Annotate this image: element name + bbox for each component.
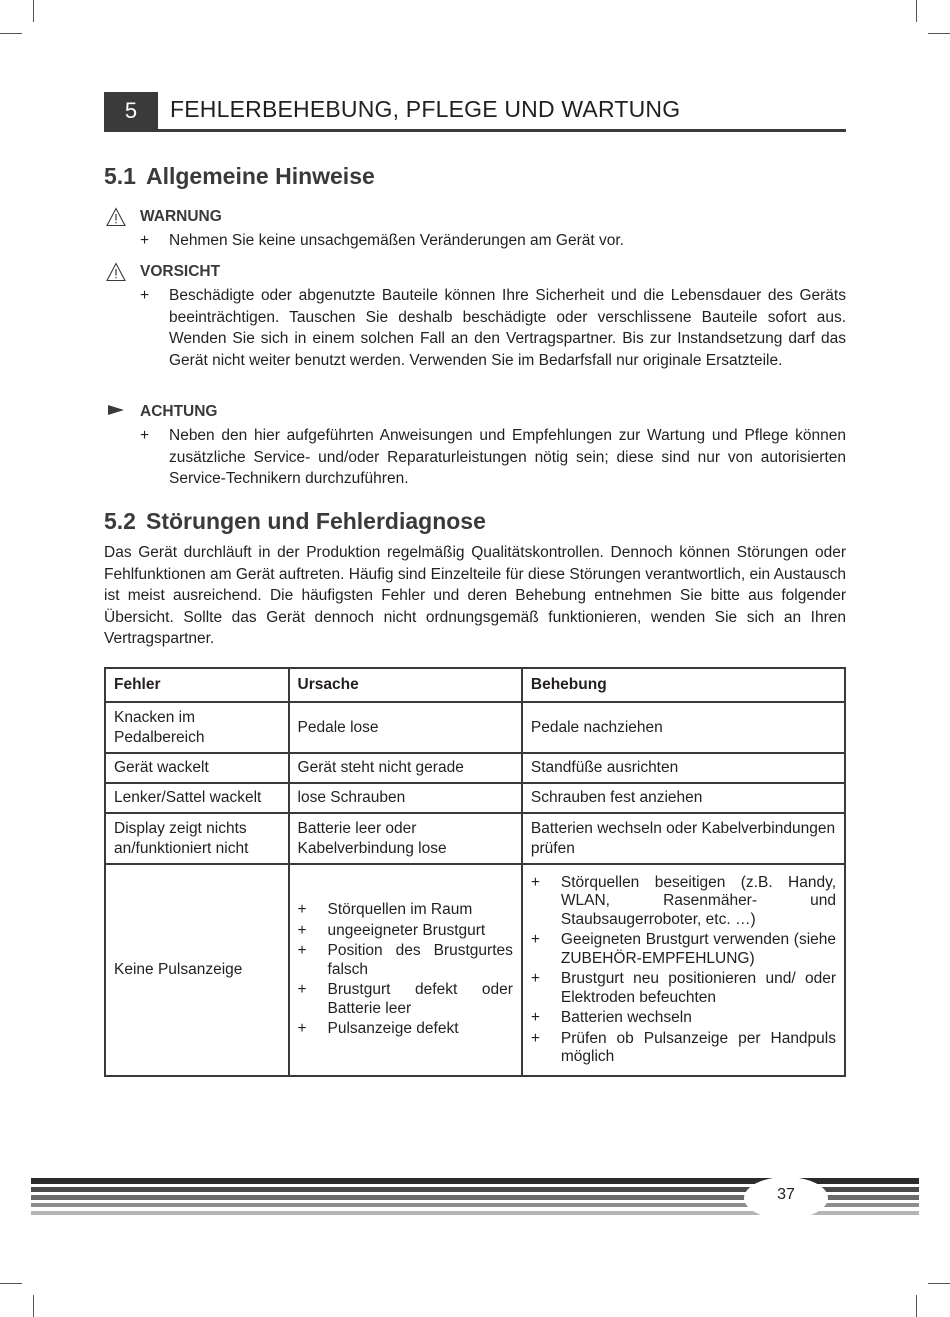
list-item: + Geeigneten Brustgurt verwenden (siehe ZUBEHÖR-EMPFEHLUNG) — [530, 931, 836, 967]
chapter-title: FEHLERBEHEBUNG, PFLEGE UND WARTUNG — [170, 96, 681, 122]
crop-mark — [33, 0, 34, 22]
list-item: + Störquellen beseitigen (z.B. Handy, WLAN, Rasenmäher- und Staubsaugerroboter, etc. …) — [530, 873, 836, 928]
fehler-cell: Gerät wackelt — [105, 753, 289, 783]
crop-mark — [33, 1295, 34, 1317]
list-item: + Störquellen im Raum — [297, 901, 473, 919]
ursache-cell: Pedale lose — [289, 702, 522, 753]
bullet-plus: + — [140, 287, 150, 304]
chapter-header — [104, 92, 846, 132]
section-heading — [104, 508, 486, 535]
crop-mark — [928, 1283, 950, 1284]
bullet-plus: + — [140, 232, 150, 249]
behebung-cell: Schrauben fest anziehen — [522, 783, 845, 813]
crop-mark — [928, 33, 950, 34]
section-heading — [104, 163, 375, 190]
warning-triangle-icon — [106, 262, 126, 282]
note-label: WARNUNG — [140, 208, 222, 225]
table-row — [105, 702, 845, 753]
bullet-plus: + — [530, 970, 540, 987]
ursache-cell: Batterie leer oder Kabelverbindung lose — [289, 813, 522, 864]
column-header: Behebung — [522, 668, 845, 702]
ursache-cell — [289, 864, 522, 1076]
note-label: VORSICHT — [140, 263, 221, 280]
section-title: Allgemeine Hinweise — [145, 163, 375, 189]
table-row — [105, 753, 845, 783]
table-row — [105, 783, 845, 813]
ursache-cell: lose Schrauben — [289, 783, 522, 813]
behebung-cell: Standfüße ausrichten — [522, 753, 845, 783]
list-item: + Brustgurt neu positionieren und/ oder Elektroden befeuchten — [530, 970, 836, 1006]
list-item: + ungeeigneter Brustgurt — [297, 921, 486, 939]
behebung-cell — [522, 864, 845, 1076]
fehler-cell: Knacken im Pedalbereich — [105, 702, 289, 753]
arrow-pointer-icon — [106, 402, 126, 422]
bullet-plus: + — [530, 873, 540, 891]
note-label: ACHTUNG — [140, 403, 218, 420]
crop-mark — [0, 33, 22, 34]
behebung-cell: Batterien wechseln oder Kabelverbindungen prüfen — [522, 813, 845, 864]
crop-mark — [0, 1283, 22, 1284]
crop-mark — [916, 1295, 917, 1317]
section-title: Störungen und Fehlerdiagnose — [145, 508, 486, 534]
bullet-plus: + — [530, 1029, 540, 1047]
column-header: Fehler — [105, 668, 289, 702]
section-number: 5.1 — [104, 163, 136, 189]
warning-triangle-icon — [106, 207, 126, 227]
troubleshooting-table — [104, 667, 846, 1077]
note-text: Nehmen Sie keine unsachgemäßen Veränderungen am Gerät vor. — [169, 232, 624, 249]
behebung-cell: Pedale nachziehen — [522, 702, 845, 753]
bullet-plus: + — [297, 901, 307, 919]
column-header: Ursache — [289, 668, 522, 702]
list-item: + Position des Brustgurtes falsch — [297, 942, 513, 978]
bullet-plus: + — [530, 1009, 540, 1026]
table-header-row — [105, 668, 845, 702]
bullet-plus: + — [297, 942, 307, 960]
behebung-list — [531, 874, 836, 1067]
crop-mark — [916, 0, 917, 22]
list-item: + Brustgurt defekt oder Batterie leer — [297, 981, 513, 1017]
ursache-cell: Gerät steht nicht gerade — [289, 753, 522, 783]
caution-note — [104, 262, 846, 371]
list-item: + Pulsanzeige defekt — [297, 1020, 459, 1038]
note-text: Neben den hier aufgeführten Anweisungen und Empfehlungen zur Wartung und Pflege können zusätzliche Service- und/oder Reparaturleistungen nötig sein; diese sind nur von autorisierten Service-Technikern durchzuführen. — [169, 427, 846, 487]
list-item: + Prüfen ob Pulsanzeige per Handpuls möglich — [530, 1029, 836, 1065]
fehler-cell: Display zeigt nichts an/funktioniert nicht — [105, 813, 289, 864]
attention-note — [104, 402, 846, 490]
bullet-plus: + — [297, 981, 307, 999]
note-text: Beschädigte oder abgenutzte Bauteile können Ihre Sicherheit und die Lebensdauer des Geräts beeinträchtigen. Tauschen Sie deshalb beschädigte oder verschlissene Bauteile sofort aus. Wenden Sie sich in einem solchen Fall an den Vertragspartner. Bis zur Instandsetzung darf das Gerät nicht weiter benutzt werden. Verwenden Sie im Bedarfsfall nur originale Ersatzteile. — [169, 287, 846, 369]
ursache-list — [298, 901, 513, 1039]
fehler-cell: Keine Pulsanzeige — [105, 864, 289, 1076]
intro-paragraph: Das Gerät durchläuft in der Produktion regelmäßig Qualitätskontrollen. Dennoch können Störungen oder Fehlfunktionen am Gerät auftreten. Häufig sind Einzelteile für diese Störungen verantwortlich, ein Austausch ist meist ausreichend. Die häufigsten Fehler und deren Behebung entnehmen Sie bitte aus folgender Übersicht. Sollte das Gerät dennoch nicht ordnungsgemäß funktionieren, wenden Sie sich an Ihren Vertragspartner. — [104, 544, 846, 647]
bullet-plus: + — [530, 931, 540, 948]
bullet-plus: + — [297, 1020, 307, 1038]
section-number: 5.2 — [104, 508, 136, 534]
warning-note — [104, 207, 846, 252]
chapter-number: 5 — [104, 92, 158, 129]
table-row — [105, 864, 845, 1076]
fehler-cell: Lenker/Sattel wackelt — [105, 783, 289, 813]
list-item: + Batterien wechseln — [530, 1009, 692, 1026]
bullet-plus: + — [140, 427, 150, 444]
table-row — [105, 813, 845, 864]
bullet-plus: + — [297, 921, 307, 939]
page-number: 37 — [777, 1186, 795, 1203]
